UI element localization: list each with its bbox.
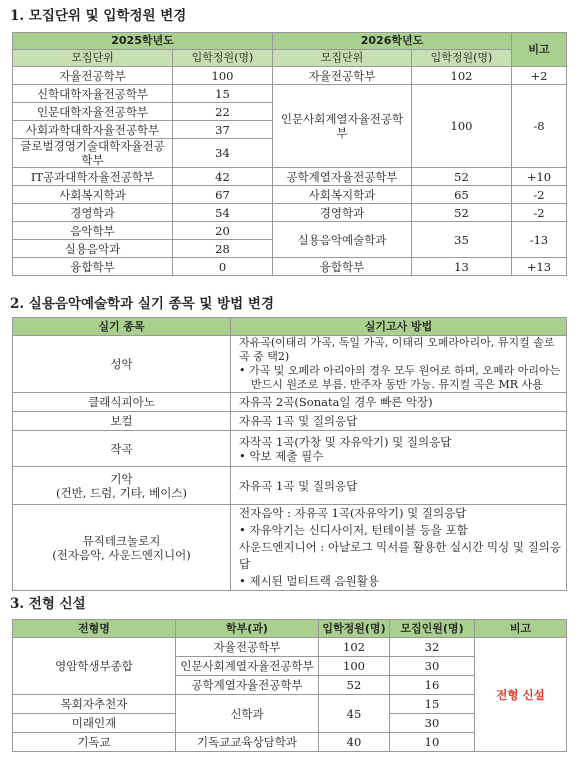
cell-quota-2026: 102	[412, 67, 512, 85]
header-note: 비고	[512, 33, 567, 67]
header-unit-2026: 모집단위	[273, 50, 412, 67]
header-2025: 2025학년도	[13, 33, 273, 50]
header-department: 학부(과)	[176, 620, 319, 638]
cell-unit-2025: 사회과학대학자율전공학부	[13, 121, 173, 139]
cell-quota-2026: 52	[412, 168, 512, 186]
cell-unit-2026: 경영학과	[273, 204, 412, 222]
section-2-title: 2. 실용음악예술학과 실기 종목 및 방법 변경	[10, 296, 274, 312]
table-row	[13, 505, 567, 591]
cell-unit-2026: 실용음악예술학과	[273, 222, 412, 258]
method-composition	[231, 431, 567, 467]
header-recruit: 모집인원(명)	[390, 620, 475, 638]
cell-unit-2025: 실용음악과	[13, 240, 173, 258]
table-row	[13, 204, 567, 222]
method-line: • 자유악기는 신디사이저, 턴테이블 등을 포함	[239, 523, 468, 537]
method-line: 전자음악 : 자유곡 1곡(자유악기) 및 질의응답	[239, 506, 467, 520]
item-voice: 보컬	[13, 412, 231, 431]
table-row	[13, 67, 567, 85]
method-vocal	[231, 336, 567, 393]
cell-unit-2025: 글로벌경영기술대학자율전공학부	[13, 139, 173, 168]
cell-unit-2025: 음악학부	[13, 222, 173, 240]
cell-quota-2025: 0	[173, 258, 273, 276]
cell-quota-2026: 35	[412, 222, 512, 258]
cell-quota: 52	[319, 676, 390, 695]
table-header-row	[13, 620, 567, 638]
table-row	[13, 431, 567, 467]
cell-recruit: 16	[390, 676, 475, 695]
item-sublabel: (건반, 드럼, 기타, 베이스)	[56, 485, 187, 500]
cell-quota: 40	[319, 733, 390, 752]
cell-admission-type: 미래인재	[13, 714, 176, 733]
item-music-tech	[13, 505, 231, 591]
method-line: 반드시 원조로 부름. 반주자 동반 가능. 뮤지컬 곡은 MR 사용	[251, 378, 543, 391]
method-instrument: 자유곡 1곡 및 질의응답	[231, 467, 567, 505]
table-row	[13, 168, 567, 186]
table-row	[13, 412, 567, 431]
cell-admission-type: 기독교	[13, 733, 176, 752]
cell-unit-2026: 사회복지학과	[273, 186, 412, 204]
method-line: • 가곡 및 오페라 아리아의 경우 모두 원어로 하며, 오페라 아리아는	[239, 364, 561, 377]
cell-quota-2025: 54	[173, 204, 273, 222]
cell-quota: 102	[319, 638, 390, 657]
cell-department: 신학과	[176, 695, 319, 733]
cell-quota-2025: 37	[173, 121, 273, 139]
method-line: 자작곡 1곡(가창 및 자유악기) 및 질의응답	[239, 434, 452, 449]
cell-quota-2025: 20	[173, 222, 273, 240]
table-row	[13, 186, 567, 204]
practical-exam-table	[12, 317, 567, 591]
cell-quota-2025: 42	[173, 168, 273, 186]
cell-department: 자율전공학부	[176, 638, 319, 657]
table-row	[13, 467, 567, 505]
cell-recruit: 30	[390, 714, 475, 733]
method-line: 자유곡(이태리 가곡, 독일 가곡, 이태리 오페라아리아, 뮤지컬 솔로곡 중 택2)	[239, 336, 555, 363]
cell-recruit: 15	[390, 695, 475, 714]
cell-department: 기독교교육상담학과	[176, 733, 319, 752]
quota-change-table	[12, 32, 567, 276]
cell-unit-2025: 신학대학자율전공학부	[13, 85, 173, 103]
cell-admission-type: 영암학생부종합	[13, 638, 176, 695]
cell-unit-2026: 융합학부	[273, 258, 412, 276]
header-admission-type: 전형명	[13, 620, 176, 638]
cell-quota-2025: 67	[173, 186, 273, 204]
header-quota-2025: 입학정원(명)	[173, 50, 273, 67]
cell-quota-2026: 13	[412, 258, 512, 276]
item-vocal: 성악	[13, 336, 231, 393]
header-quota-2026: 입학정원(명)	[412, 50, 512, 67]
section-3-title: 3. 전형 신설	[10, 596, 86, 612]
cell-note: -13	[512, 222, 567, 258]
cell-department: 인문사회계열자율전공학부	[176, 657, 319, 676]
method-music-tech	[231, 505, 567, 591]
cell-note: -2	[512, 204, 567, 222]
item-sublabel: (전자음악, 사운드엔지니어)	[52, 547, 191, 562]
cell-note: 전형 신설	[475, 638, 567, 752]
cell-unit-2025: IT공과대학자율전공학부	[13, 168, 173, 186]
table-row	[13, 336, 567, 393]
cell-unit-2026: 공학계열자율전공학부	[273, 168, 412, 186]
cell-unit-2025: 융합학부	[13, 258, 173, 276]
cell-quota-2026: 65	[412, 186, 512, 204]
table-row	[13, 638, 567, 657]
item-label: 뮤직테크놀로지	[82, 533, 161, 548]
table-header-row	[13, 318, 567, 336]
cell-quota-2026: 100	[412, 85, 512, 168]
table-header-row	[13, 33, 567, 50]
cell-note: -2	[512, 186, 567, 204]
table-row	[13, 258, 567, 276]
new-admission-table	[12, 619, 567, 752]
header-item: 실기 종목	[13, 318, 231, 336]
cell-recruit: 10	[390, 733, 475, 752]
header-method: 실기고사 방법	[231, 318, 567, 336]
cell-quota-2025: 22	[173, 103, 273, 121]
item-composition: 작곡	[13, 431, 231, 467]
cell-quota: 100	[319, 657, 390, 676]
method-voice: 자유곡 1곡 및 질의응답	[231, 412, 567, 431]
section-1-title: 1. 모집단위 및 입학정원 변경	[10, 8, 187, 24]
cell-unit-2025: 경영학과	[13, 204, 173, 222]
table-subheader-row	[13, 50, 567, 67]
cell-note: +10	[512, 168, 567, 186]
method-line: • 악보 제출 필수	[239, 448, 324, 463]
cell-quota-2025: 34	[173, 139, 273, 168]
item-piano: 클래식피아노	[13, 393, 231, 412]
cell-quota: 45	[319, 695, 390, 733]
header-note: 비고	[475, 620, 567, 638]
item-label: 기악	[110, 471, 133, 486]
table-row	[13, 222, 567, 240]
cell-unit-2025: 자율전공학부	[13, 67, 173, 85]
cell-note: -8	[512, 85, 567, 168]
method-line: 사운드엔지니어 : 아날로그 믹서를 활용한 실시간 믹싱 및 질의응답	[239, 540, 561, 571]
cell-unit-2025: 사회복지학과	[13, 186, 173, 204]
item-instrument	[13, 467, 231, 505]
table-row	[13, 393, 567, 412]
method-piano: 자유곡 2곡(Sonata일 경우 빠른 악장)	[231, 393, 567, 412]
table-row	[13, 85, 567, 103]
cell-note: +2	[512, 67, 567, 85]
cell-quota-2025: 15	[173, 85, 273, 103]
cell-recruit: 32	[390, 638, 475, 657]
cell-admission-type: 목회자추천자	[13, 695, 176, 714]
header-2026: 2026학년도	[273, 33, 512, 50]
cell-quota-2025: 100	[173, 67, 273, 85]
cell-recruit: 30	[390, 657, 475, 676]
header-quota: 입학정원(명)	[319, 620, 390, 638]
cell-unit-2026: 인문사회계열자율전공학부	[273, 85, 412, 168]
cell-unit-2025: 인문대학자율전공학부	[13, 103, 173, 121]
cell-note: +13	[512, 258, 567, 276]
cell-quota-2025: 28	[173, 240, 273, 258]
cell-unit-2026: 자율전공학부	[273, 67, 412, 85]
cell-department: 공학계열자율전공학부	[176, 676, 319, 695]
cell-quota-2026: 52	[412, 204, 512, 222]
method-line: • 제시된 멀티트랙 음원활용	[239, 574, 379, 588]
header-unit-2025: 모집단위	[13, 50, 173, 67]
